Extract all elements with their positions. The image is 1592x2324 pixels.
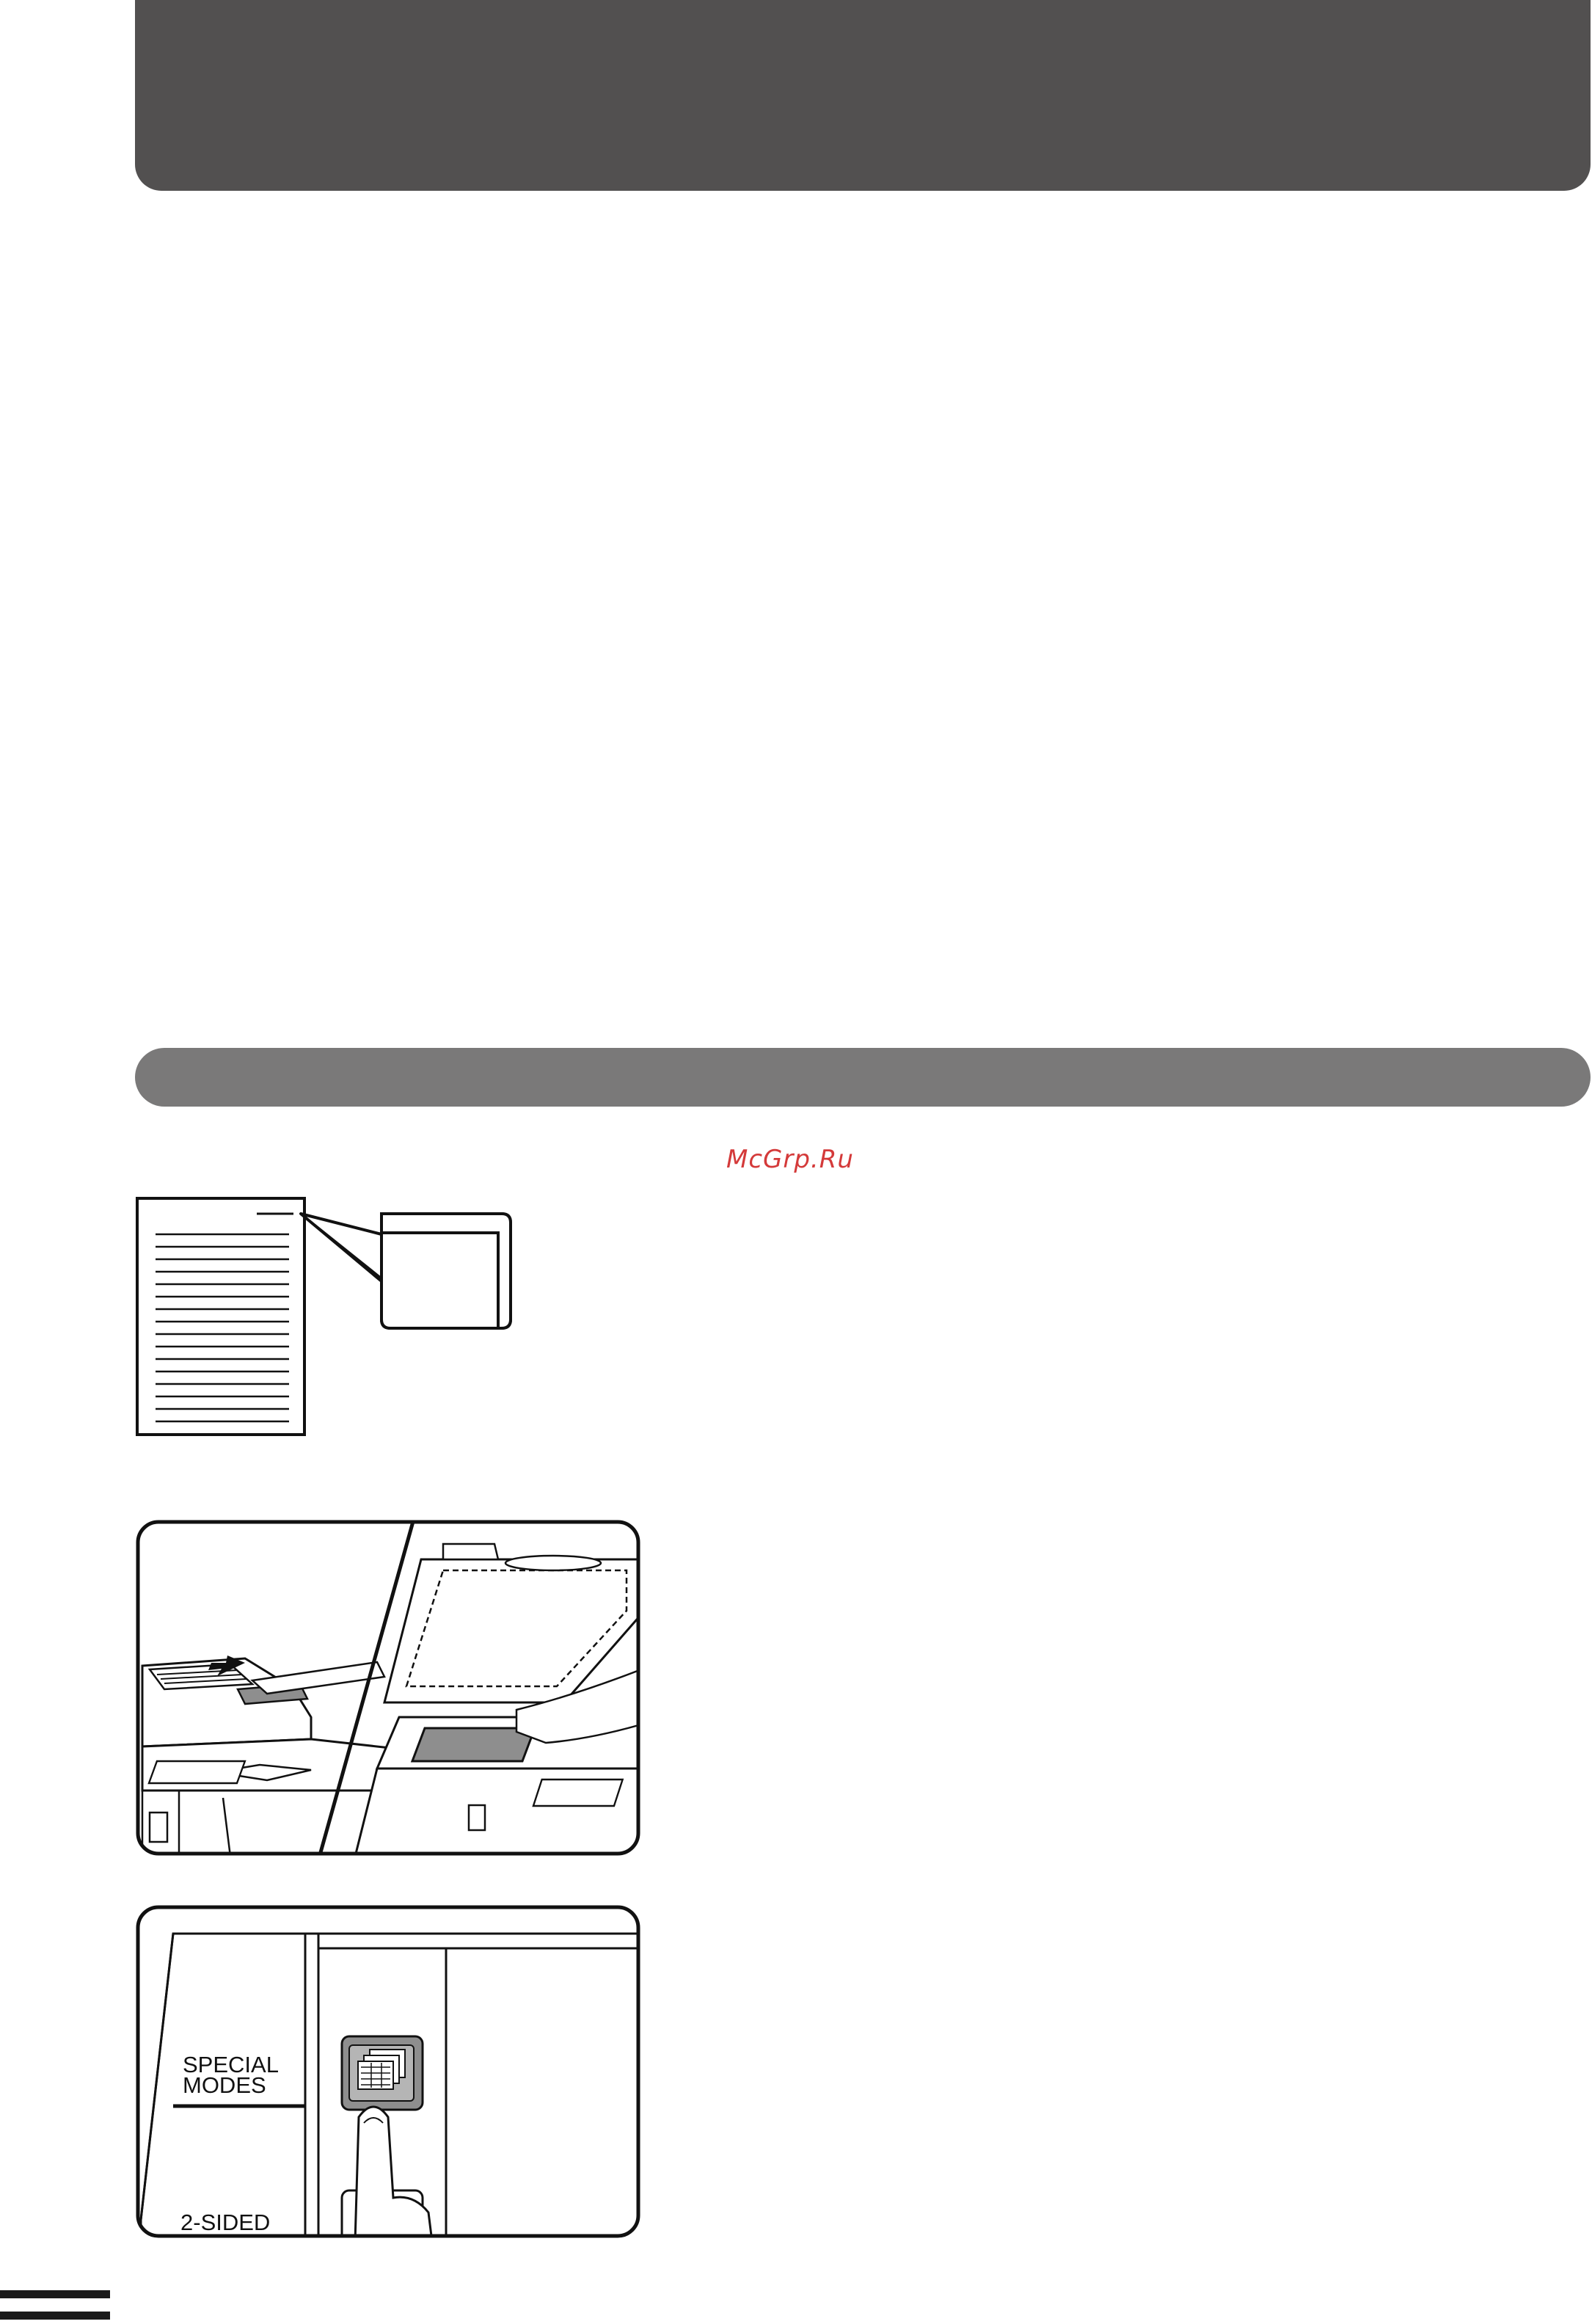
watermark-text: McGrp.Ru (726, 1145, 854, 1174)
document-page-icon (135, 1196, 649, 1442)
footer-rule-bottom (0, 2312, 110, 2320)
two-sided-label: 2-SIDED (180, 2210, 271, 2235)
special-modes-label (183, 2052, 293, 2098)
special-modes-label-line2: MODES (183, 2072, 266, 2098)
copier-loading-figure (135, 1519, 641, 1860)
section-title-bar (135, 1048, 1591, 1107)
special-modes-panel-figure (135, 1904, 641, 2242)
document-callout-figure (135, 1196, 649, 1442)
footer-rule-top (0, 2290, 110, 2298)
chapter-header-bar (135, 0, 1591, 191)
copier-illustration (135, 1519, 641, 1860)
special-modes-label-line1: SPECIAL (183, 2052, 279, 2077)
